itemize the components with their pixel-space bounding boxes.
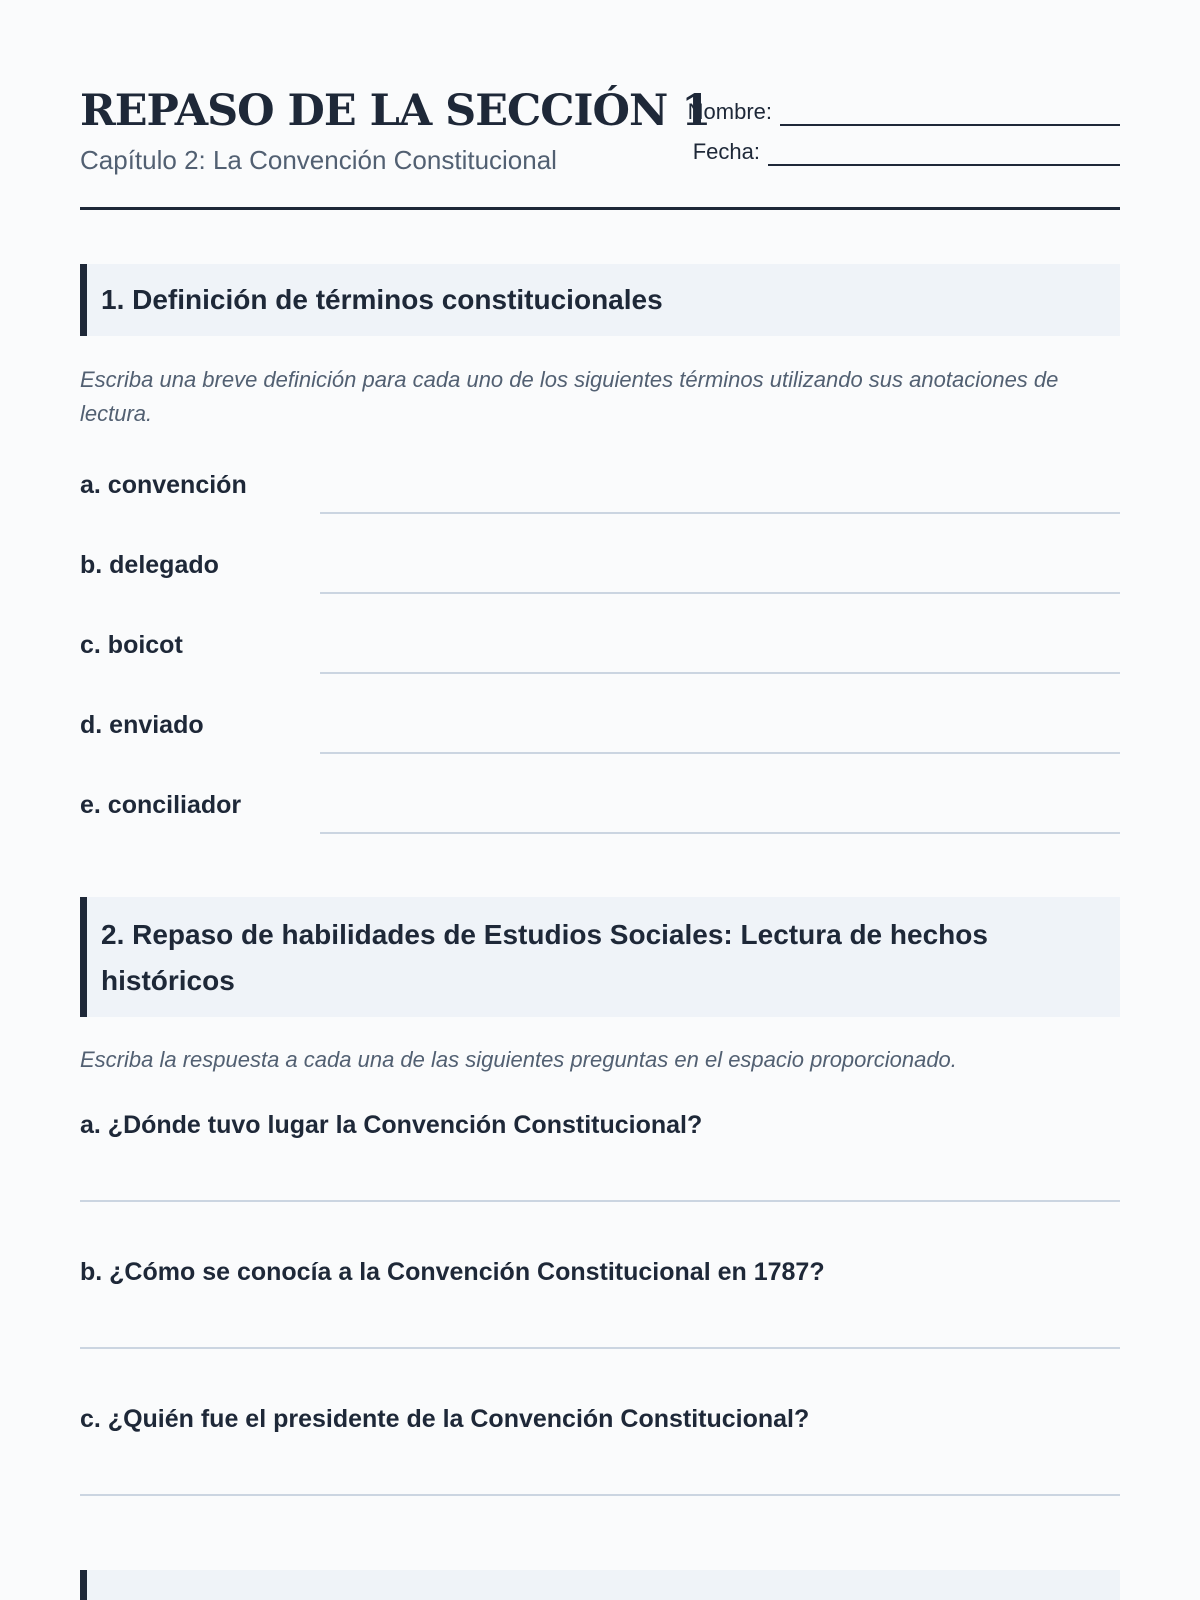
name-blank-line[interactable] [780,106,1120,126]
date-label: Fecha: [692,139,760,164]
question-item [80,1402,1120,1512]
date-field[interactable] [693,138,1120,166]
term-label: b. delegado [80,551,219,579]
name-field[interactable] [688,98,1120,126]
question-text: b. ¿Cómo se conocía a la Convención Constitucional en 1787? [80,1258,825,1286]
term-label: c. boicot [80,631,183,659]
section-3-heading [80,1570,1120,1600]
date-blank-line[interactable] [768,146,1120,166]
definition-line[interactable] [320,512,1120,514]
question-text: a. ¿Dónde tuvo lugar la Convención Constitucional? [80,1111,703,1139]
section-1-instructions: Escriba una breve definición para cada uno de los siguientes términos utilizando sus anotaciones de lectura. [80,367,1059,426]
page-title: REPASO DE LA SECCIÓN 1 [80,86,711,136]
answer-line[interactable] [80,1494,1120,1496]
definition-line[interactable] [320,592,1120,594]
term-row [80,548,1120,608]
name-label: Nombre: [687,99,772,124]
term-label: a. convención [80,471,247,499]
question-item [80,1108,1120,1218]
section-2-title: 2. Repaso de habilidades de Estudios Sociales: Lectura de hechos históricos [101,919,988,996]
definition-line[interactable] [320,752,1120,754]
worksheet-header [80,84,1120,210]
question-text: c. ¿Quién fue el presidente de la Convención Constitucional? [80,1405,810,1433]
definition-line[interactable] [320,672,1120,674]
section-2-instructions: Escriba la respuesta a cada una de las siguientes preguntas en el espacio proporcionado. [80,1047,957,1072]
term-label: e. conciliador [80,791,242,819]
term-row [80,708,1120,768]
definition-line[interactable] [320,832,1120,834]
term-row [80,628,1120,688]
term-row [80,468,1120,528]
worksheet-page [80,0,1120,1600]
question-item [80,1255,1120,1365]
term-row [80,788,1120,848]
section-1-title: 1. Definición de términos constitucionales [101,284,663,315]
section-2-heading [80,897,1120,1017]
answer-line[interactable] [80,1347,1120,1349]
term-label: d. enviado [80,711,204,739]
chapter-subtitle: Capítulo 2: La Convención Constitucional [80,145,557,175]
answer-line[interactable] [80,1200,1120,1202]
section-1-heading [80,264,1120,336]
